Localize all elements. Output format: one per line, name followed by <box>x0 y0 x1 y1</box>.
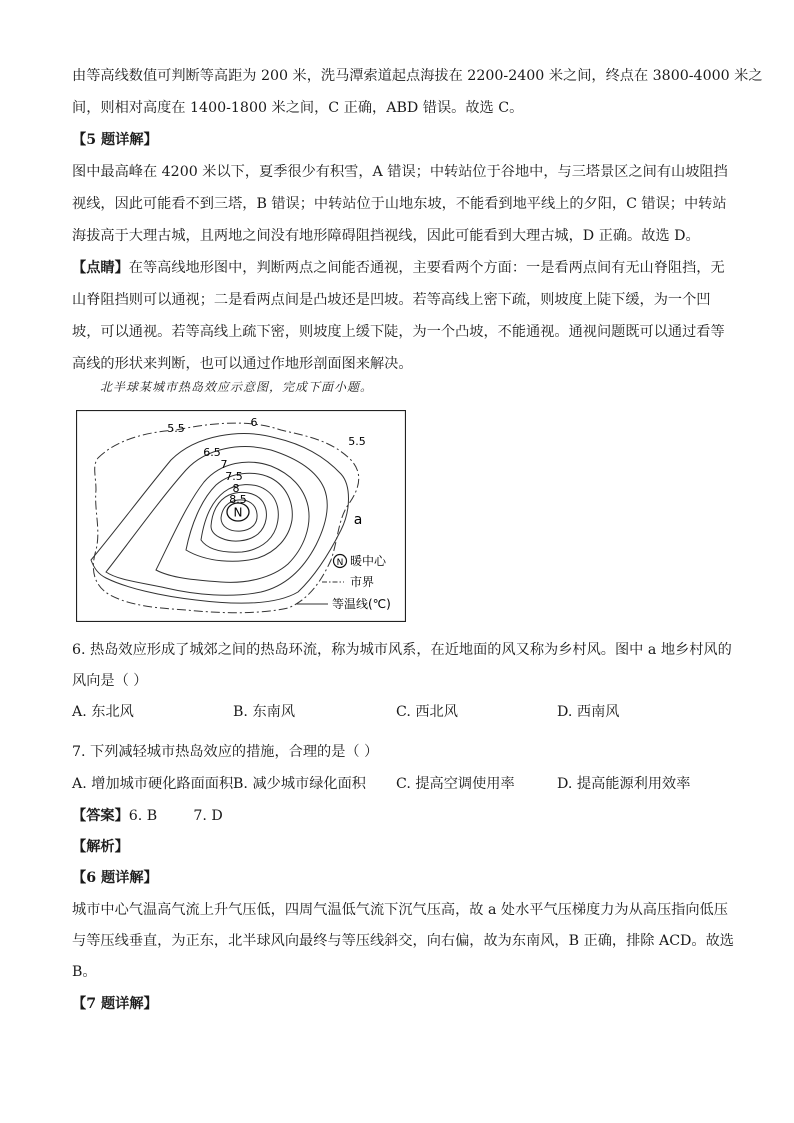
label-5.5-left: 5.5 <box>167 422 185 435</box>
paragraph-line: 山脊阻挡则可以通视；二是看两点间是凸坡还是凹坡。若等高线上密下疏，则坡度上陡下缓，为一个凹 <box>72 292 711 308</box>
q6-option-a[interactable]: A. 东北风 <box>72 704 134 720</box>
label-6.5: 6.5 <box>203 446 221 459</box>
legend-boundary-text: 市界 <box>350 575 375 589</box>
q6-stem-line2: 风向是（ ） <box>72 673 148 689</box>
label-7.5: 7.5 <box>225 470 243 483</box>
paragraph-line: 由等高线数值可判断等高距为 200 米，洗马潭索道起点海拔在 2200-2400 米之间，终点在 3800-4000 米之 <box>72 68 763 84</box>
analysis-label: 【解析】 <box>72 839 129 855</box>
label-8: 8 <box>232 482 240 495</box>
legend-warm-center-letter: N <box>336 558 344 568</box>
q6-option-d[interactable]: D. 西南风 <box>557 704 620 720</box>
warm-center-letter: N <box>233 505 243 520</box>
heat-island-figure <box>76 410 406 622</box>
label-6: 6 <box>250 416 258 429</box>
analysis-line: 与等压线垂直，为正东，北半球风向最终与等压线斜交，向右偏，故为东南风，B 正确，排除 ACD。故选 <box>72 933 734 949</box>
analysis-line: B。 <box>72 964 97 980</box>
q7-option-b[interactable]: B. 减少城市绿化面积 <box>233 776 366 792</box>
q6-detail-heading: 【6 题详解】 <box>72 870 158 886</box>
label-8.5: 8.5 <box>229 493 247 506</box>
q7-option-c[interactable]: C. 提高空调使用率 <box>396 776 515 792</box>
legend-warm-center-text: 暖中心 <box>350 554 387 568</box>
paragraph-line: 间，则相对高度在 1400-1800 米之间，C 正确，ABD 错误。故选 C。 <box>72 100 524 116</box>
legend-isotherm-text: 等温线(℃) <box>332 597 391 611</box>
paragraph-line: 视线，因此可能看不到三塔，B 错误；中转站位于山地东坡，不能看到地平线上的夕阳，C 错误；中转站 <box>72 196 727 212</box>
isotherm-map <box>76 410 406 622</box>
paragraph-line: 图中最高峰在 4200 米以下，夏季很少有积雪，A 错误；中转站位于谷地中，与三塔景区之间有山坡阻挡 <box>72 164 728 180</box>
q7-stem: 7. 下列减轻城市热岛效应的措施，合理的是（ ） <box>72 744 379 760</box>
tip-label: 【点睛】 <box>72 260 129 276</box>
point-a-label: a <box>353 512 363 528</box>
q6-option-b[interactable]: B. 东南风 <box>233 704 296 720</box>
tip-text: 在等高线地形图中，判断两点之间能否通视，主要看两个方面：一是看两点间有无山脊阻挡，无 <box>128 260 725 276</box>
label-7: 7 <box>220 458 228 471</box>
q5-heading: 【5 题详解】 <box>72 132 158 148</box>
label-5.5-right: 5.5 <box>348 435 366 448</box>
figure-caption: 北半球某城市热岛效应示意图，完成下面小题。 <box>100 380 374 394</box>
tip-line <box>72 258 732 278</box>
q7-option-a[interactable]: A. 增加城市硬化路面面积 <box>72 776 234 792</box>
paragraph-line: 高线的形状来判断，也可以通过作地形剖面图来解决。 <box>72 356 413 372</box>
answer-line <box>72 806 732 826</box>
paragraph-line: 坡，可以通视。若等高线上疏下密，则坡度上缓下陡，为一个凸坡，不能通视。通视问题既可以通过看等 <box>72 324 725 340</box>
q7-detail-heading: 【7 题详解】 <box>72 996 158 1012</box>
q7-option-d[interactable]: D. 提高能源利用效率 <box>557 776 691 792</box>
q6-stem-line1: 6. 热岛效应形成了城郊之间的热岛环流，称为城市风系，在近地面的风又称为乡村风。图中 a 地乡村风的 <box>72 642 732 658</box>
analysis-line: 城市中心气温高气流上升气压低，四周气温低气流下沉气压高，故 a 处水平气压梯度力为从高压指向低压 <box>72 902 728 918</box>
paragraph-line: 海拔高于大理古城，且两地之间没有地形障碍阻挡视线，因此可能看到大理古城，D 正确。故选 D。 <box>72 228 700 244</box>
answer-text: 6. B 7. D <box>128 808 223 824</box>
answer-label: 【答案】 <box>72 808 129 824</box>
q6-option-c[interactable]: C. 西北风 <box>396 704 458 720</box>
